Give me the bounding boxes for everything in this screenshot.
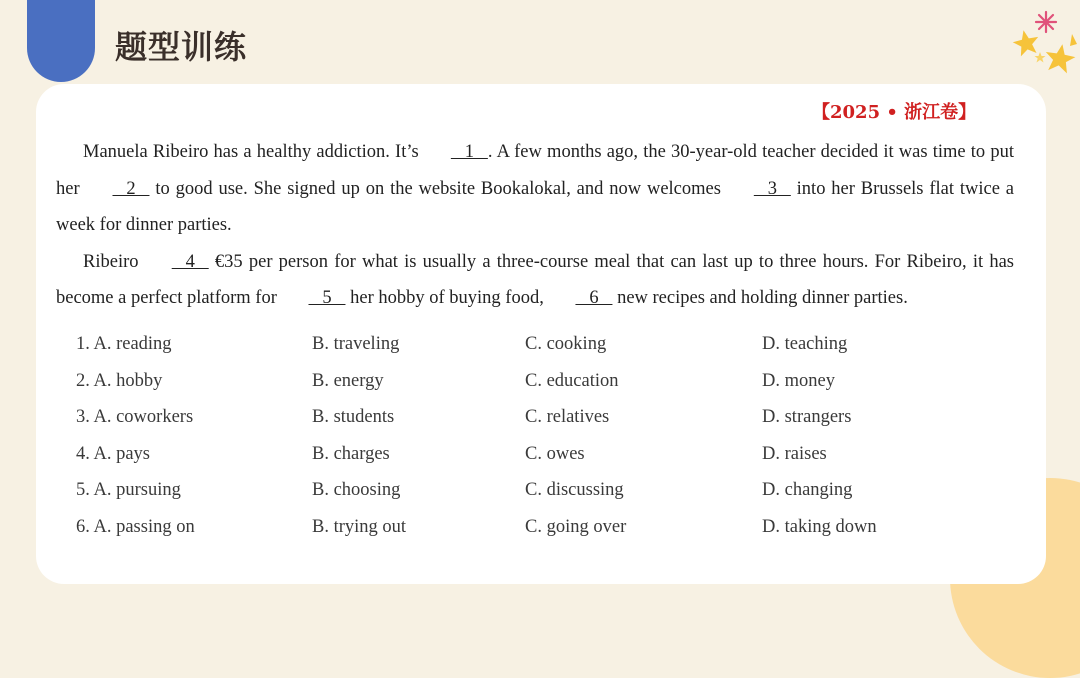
passage-text: into her Brussels flat twice a week for dinner parties. [56, 178, 1014, 235]
passage-text: new recipes and holding dinner parties. [612, 288, 908, 308]
option-a: 2. A. hobby [76, 370, 163, 391]
option-c: C. going over [525, 516, 627, 537]
passage-text: Ribeiro [83, 251, 145, 272]
option-b: B. choosing [312, 480, 401, 500]
passage-text: €35 per person for what is usually a three-course meal that can last up to three hours. For Ribeiro, it has become a perfect platform for [56, 251, 1014, 308]
option-d: D. strangers [762, 407, 852, 427]
question-row-1 [76, 326, 1016, 363]
paragraph-1 [56, 134, 1014, 244]
option-c: C. education [525, 370, 619, 391]
star-decoration-icon [960, 0, 1080, 90]
passage-text: her hobby of buying food, [345, 288, 549, 308]
question-card [36, 84, 1046, 584]
question-row-3 [76, 399, 1016, 436]
option-d: D. changing [762, 480, 853, 500]
question-row-4 [76, 436, 1016, 473]
option-d: D. money [762, 370, 835, 391]
option-a: 3. A. coworkers [76, 407, 194, 427]
option-b: B. energy [312, 370, 384, 391]
option-c: C. relatives [525, 407, 610, 427]
blank-2: 2 [112, 178, 150, 199]
option-b: B. traveling [312, 334, 400, 354]
passage [56, 134, 1014, 317]
blank-1: 1 [450, 142, 488, 162]
paragraph-2 [56, 244, 1014, 317]
page-title: 题型训练 [115, 28, 248, 66]
option-a: 4. A. pays [76, 443, 150, 464]
blank-4: 4 [171, 251, 209, 272]
passage-text: Manuela Ribeiro has a healthy addiction. It’s [83, 142, 424, 162]
passage-text: to good use. She signed up on the website Bookalokal, and now welcomes [149, 178, 727, 199]
passage-text: . A few months ago, the 30-year-old teacher decided it was time to put her [56, 142, 1014, 199]
source-tag: 【2025 • 浙江卷】 [812, 102, 977, 123]
option-d: D. raises [762, 443, 827, 464]
header-tab-decoration [27, 0, 95, 82]
blank-6: 6 [575, 288, 613, 308]
option-b: B. charges [312, 443, 390, 464]
option-b: B. students [312, 407, 395, 427]
option-d: D. teaching [762, 334, 848, 354]
option-b: B. trying out [312, 516, 407, 537]
option-a: 1. A. reading [76, 334, 172, 354]
question-row-5 [76, 472, 1016, 509]
blank-5: 5 [308, 288, 346, 308]
question-row-6 [76, 509, 1016, 546]
question-row-2 [76, 363, 1016, 400]
option-c: C. cooking [525, 334, 607, 354]
blank-3: 3 [753, 178, 791, 199]
option-d: D. taking down [762, 516, 877, 537]
option-a: 6. A. passing on [76, 516, 195, 537]
option-a: 5. A. pursuing [76, 480, 181, 500]
option-c: C. discussing [525, 480, 624, 500]
option-c: C. owes [525, 443, 585, 464]
options-list [76, 326, 1016, 545]
